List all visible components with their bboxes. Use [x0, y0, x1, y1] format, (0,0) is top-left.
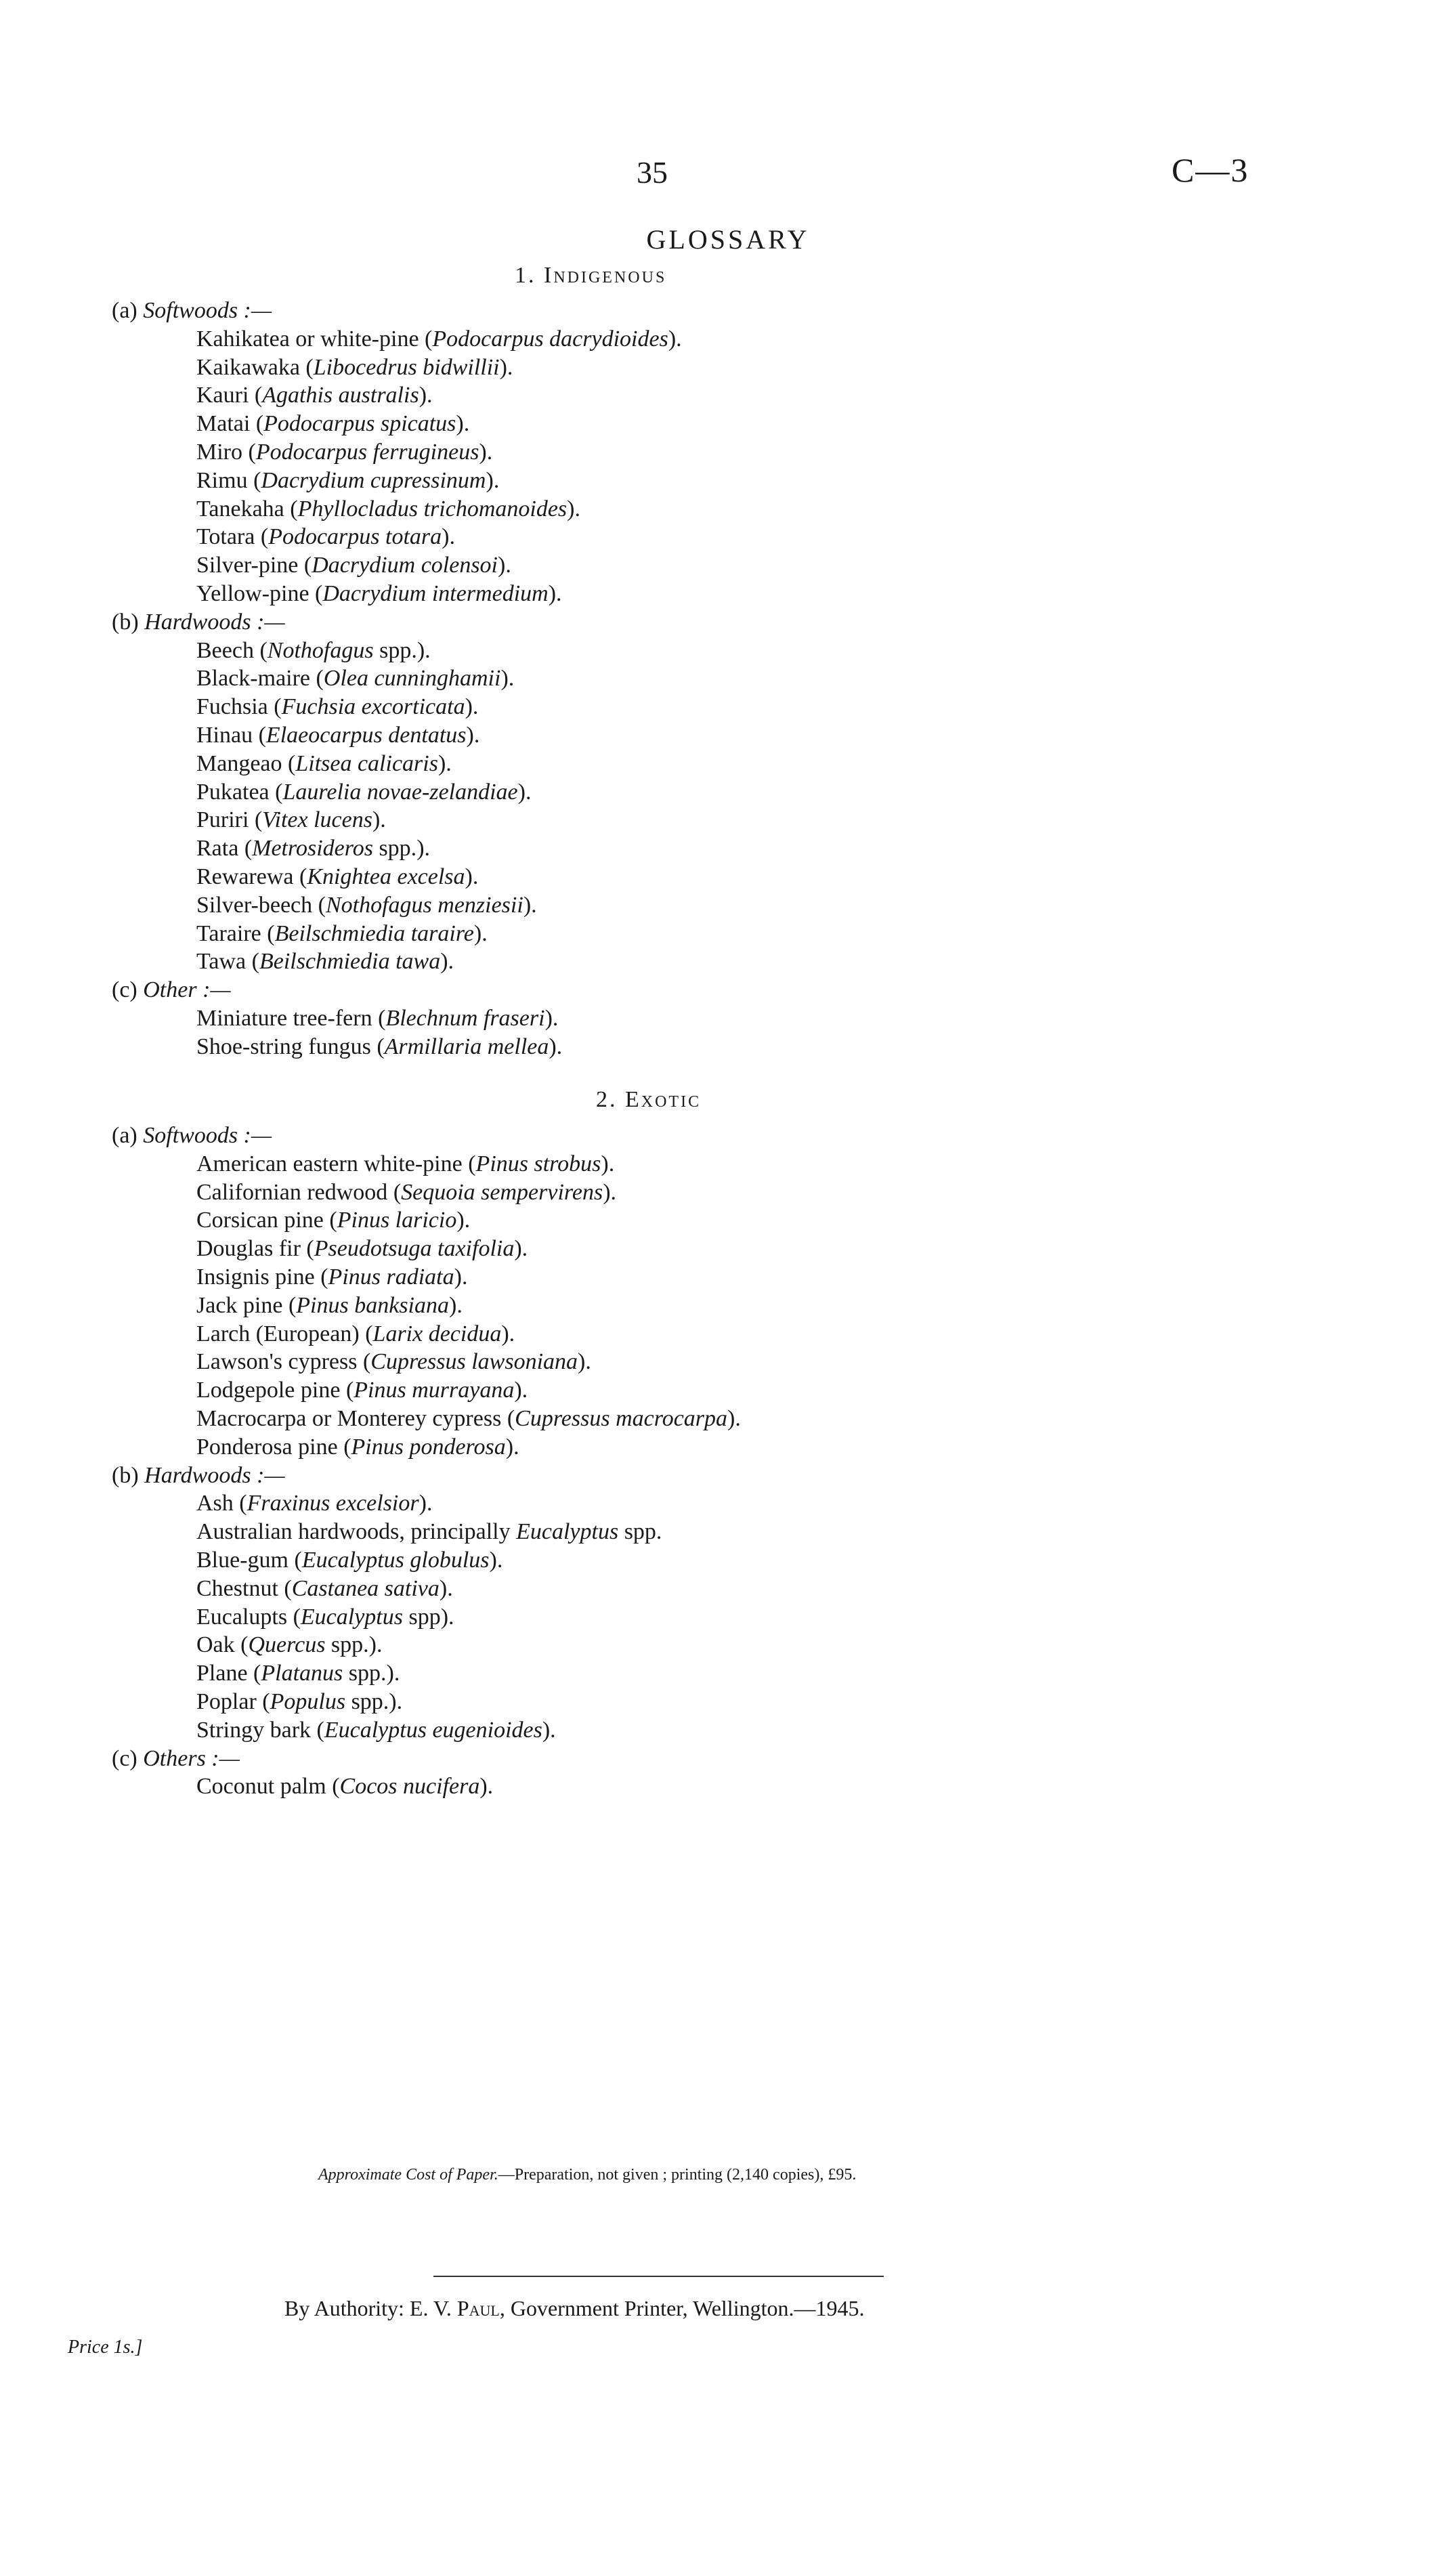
scientific-name: Podocarpus spicatus [263, 411, 456, 437]
glossary-entry: Tawa (Beilschmiedia tawa). [196, 949, 454, 975]
glossary-entry: Blue-gum (Eucalyptus globulus). [196, 1548, 503, 1573]
category-label: (b) [112, 1462, 145, 1488]
species-suffix: spp [402, 1604, 441, 1630]
glossary-entry: Fuchsia (Fuchsia excorticata). [196, 694, 479, 720]
glossary-entry: Miro (Podocarpus ferrugineus). [196, 440, 493, 465]
common-name: Kauri [196, 383, 249, 408]
common-name: Pukatea [196, 779, 270, 805]
category-heading [112, 298, 272, 324]
scientific-name: Pinus banksiana [296, 1292, 449, 1318]
species-suffix: spp. [345, 1689, 389, 1714]
common-name: Miro [196, 440, 242, 465]
common-name: American eastern white-pine [196, 1151, 463, 1176]
common-name: Matai [196, 411, 251, 437]
common-name: Larch (European) [196, 1321, 360, 1346]
glossary-entry: Puriri (Vitex lucens). [196, 807, 386, 833]
common-name: Totara [196, 524, 255, 550]
scientific-name: Castanea sativa [291, 1575, 440, 1601]
scientific-name: Pinus murrayana [354, 1378, 515, 1403]
glossary-entry: Eucalupts (Eucalyptus spp). [196, 1604, 454, 1630]
glossary-entry: Ash (Fraxinus excelsior). [196, 1491, 433, 1516]
common-name: Tawa [196, 949, 247, 975]
glossary-entry: Hinau (Elaeocarpus dentatus). [196, 723, 480, 748]
scientific-name: Podocarpus ferrugineus [255, 440, 479, 465]
glossary-entry: Larch (European) (Larix decidua). [196, 1321, 515, 1346]
species-suffix: spp. [618, 1519, 662, 1545]
authority-suffix: , Government Printer, Wellington.—1945. [499, 2296, 865, 2320]
common-name: Plane [196, 1661, 248, 1686]
glossary-entry: Kauri (Agathis australis). [196, 383, 433, 408]
category-label: (a) [112, 1123, 144, 1148]
common-name: Miniature tree-fern [196, 1006, 372, 1031]
scientific-name: Libocedrus bidwillii [313, 354, 500, 380]
category-label: (c) [112, 1745, 144, 1771]
scientific-name: Fuchsia excorticata [281, 694, 465, 720]
glossary-entry: Kahikatea or white-pine (Podocarpus dacrydioides). [196, 326, 682, 352]
glossary-entry: Shoe-string fungus (Armillaria mellea). [196, 1034, 563, 1059]
common-name: Corsican pine [196, 1208, 324, 1233]
category-heading [112, 1746, 240, 1772]
category-name: Others :— [143, 1745, 240, 1771]
price: Price 1s.] [68, 2337, 143, 2358]
common-name: Kahikatea or white-pine [196, 326, 419, 352]
common-name: Douglas fir [196, 1236, 301, 1262]
common-name: Kaikawaka [196, 354, 300, 380]
scientific-name: Armillaria mellea [384, 1034, 549, 1059]
scientific-name: Nothofagus [267, 637, 374, 663]
scientific-name: Cocos nucifera [339, 1774, 480, 1800]
category-heading [112, 977, 231, 1003]
glossary-entry: Taraire (Beilschmiedia taraire). [196, 920, 488, 946]
glossary-entry: Stringy bark (Eucalyptus eugenioides). [196, 1717, 556, 1743]
scientific-name: Elaeocarpus dentatus [265, 723, 467, 748]
common-name: Ash [196, 1491, 234, 1516]
glossary-entry: Rimu (Dacrydium cupressinum). [196, 467, 500, 493]
scientific-name: Eucalyptus [300, 1604, 403, 1630]
category-name: Softwoods :— [143, 1123, 272, 1148]
common-name: Hinau [196, 723, 253, 748]
common-name: Jack pine [196, 1292, 283, 1318]
scientific-name: Laurelia novae-zelandiae [282, 779, 518, 805]
glossary-entry: Ponderosa pine (Pinus ponderosa). [196, 1434, 519, 1460]
scientific-name: Larix decidua [372, 1321, 502, 1346]
common-name: Black-maire [196, 666, 311, 692]
common-name: Poplar [196, 1689, 257, 1714]
scientific-name: Podocarpus dacrydioides [432, 326, 668, 352]
common-name: Mangeao [196, 750, 282, 776]
scientific-name: Pinus laricio [337, 1208, 457, 1233]
common-name: Lodgepole pine [196, 1378, 341, 1403]
glossary-entry: Corsican pine (Pinus laricio). [196, 1208, 471, 1233]
glossary-entry: Miniature tree-fern (Blechnum fraseri). [196, 1006, 559, 1031]
species-suffix: spp. [325, 1632, 369, 1658]
common-name: Coconut palm [196, 1774, 326, 1800]
glossary-entry: Lodgepole pine (Pinus murrayana). [196, 1378, 528, 1403]
common-name: Fuchsia [196, 694, 268, 720]
category-name: Softwoods :— [143, 298, 272, 323]
scientific-name: Cupressus macrocarpa [515, 1406, 728, 1431]
category-name: Other :— [143, 977, 231, 1003]
footer-rule [433, 2276, 884, 2277]
glossary-entry: Silver-beech (Nothofagus menziesii). [196, 892, 537, 918]
scientific-name: Platanus [261, 1661, 343, 1686]
species-suffix: spp. [372, 836, 417, 862]
scientific-name: Eucalyptus eugenioides [324, 1717, 542, 1743]
glossary-entry: Rewarewa (Knightea excelsa). [196, 864, 479, 889]
scientific-name: Metrosideros [252, 836, 373, 862]
glossary-entry: Lawson's cypress (Cupressus lawsoniana). [196, 1349, 591, 1375]
species-suffix: spp. [343, 1661, 387, 1686]
common-name: Rimu [196, 467, 248, 493]
scientific-name: Knightea excelsa [307, 864, 465, 889]
common-name: Chestnut [196, 1575, 278, 1601]
section-heading-indigenous: 1. Indigenous [515, 263, 667, 288]
scientific-name: Eucalyptus globulus [301, 1548, 490, 1573]
scientific-name: Pinus ponderosa [351, 1434, 506, 1460]
scientific-name: Nothofagus menziesii [325, 892, 523, 918]
scientific-name: Populus [270, 1689, 346, 1714]
glossary-entry: Jack pine (Pinus banksiana). [196, 1292, 463, 1318]
scientific-name: Sequoia sempervirens [401, 1179, 603, 1205]
glossary-entry: Plane (Platanus spp.). [196, 1661, 400, 1686]
species-suffix: spp. [373, 637, 417, 663]
common-name: Shoe-string fungus [196, 1034, 371, 1059]
category-name: Hardwoods :— [144, 1462, 285, 1488]
glossary-entry: Poplar (Populus spp.). [196, 1689, 403, 1714]
glossary-entry: Coconut palm (Cocos nucifera). [196, 1774, 494, 1800]
glossary-entry: Tanekaha (Phyllocladus trichomanoides). [196, 496, 580, 522]
document-code: C—3 [1172, 151, 1249, 189]
glossary-entry: Black-maire (Olea cunninghamii). [196, 666, 515, 692]
glossary-entry: Douglas fir (Pseudotsuga taxifolia). [196, 1236, 528, 1262]
authority-imprint [284, 2296, 864, 2321]
glossary-entry: Beech (Nothofagus spp.). [196, 637, 431, 663]
common-name: Rata [196, 836, 239, 862]
glossary-entry: Macrocarpa or Monterey cypress (Cupressus macrocarpa). [196, 1406, 741, 1431]
common-name: Tanekaha [196, 496, 284, 522]
scientific-name: Beilschmiedia taraire [274, 920, 474, 946]
common-name: Insignis pine [196, 1264, 315, 1290]
scientific-name: Eucalyptus [516, 1519, 619, 1545]
common-name: Silver-beech [196, 892, 313, 918]
glossary-entry: Pukatea (Laurelia novae-zelandiae). [196, 779, 532, 805]
category-label: (b) [112, 609, 145, 635]
common-name: Yellow-pine [196, 581, 309, 606]
glossary-entry: Insignis pine (Pinus radiata). [196, 1264, 468, 1290]
category-heading [112, 1463, 285, 1489]
glossary-entry: Totara (Podocarpus totara). [196, 524, 455, 550]
scientific-name: Dacrydium intermedium [322, 581, 549, 606]
scientific-name: Pseudotsuga taxifolia [314, 1236, 515, 1262]
scientific-name: Pinus strobus [475, 1151, 601, 1176]
common-name: Lawson's cypress [196, 1349, 358, 1375]
scientific-name: Pinus radiata [328, 1264, 454, 1290]
authority-prefix: By Authority: E. V. [284, 2296, 457, 2320]
scientific-name: Olea cunninghamii [323, 666, 501, 692]
common-name: Macrocarpa or Monterey cypress [196, 1406, 502, 1431]
common-name: Rewarewa [196, 864, 294, 889]
glossary-entry: Yellow-pine (Dacrydium intermedium). [196, 581, 562, 606]
scientific-name: Phyllocladus trichomanoides [297, 496, 568, 522]
glossary-entry: Silver-pine (Dacrydium colensoi). [196, 553, 511, 578]
common-name: Ponderosa pine [196, 1434, 338, 1460]
scientific-name: Fraxinus excelsior [247, 1491, 419, 1516]
category-label: (a) [112, 298, 144, 323]
scientific-name: Dacrydium cupressinum [261, 467, 486, 493]
category-heading [112, 610, 285, 635]
scientific-name: Agathis australis [262, 383, 419, 408]
glossary-entry: Kaikawaka (Libocedrus bidwillii). [196, 354, 513, 380]
printer-name: Paul [456, 2296, 500, 2320]
common-name: Taraire [196, 920, 261, 946]
category-label: (c) [112, 977, 144, 1003]
common-name: Oak [196, 1632, 235, 1658]
common-name: Eucalupts [196, 1604, 288, 1630]
scientific-name: Vitex lucens [262, 807, 372, 833]
category-name: Hardwoods :— [144, 609, 285, 635]
category-heading [112, 1123, 272, 1149]
scientific-name: Quercus [248, 1632, 326, 1658]
scientific-name: Beilschmiedia tawa [259, 949, 441, 975]
common-name: Blue-gum [196, 1548, 288, 1573]
common-name: Silver-pine [196, 553, 299, 578]
glossary-entry [196, 1519, 662, 1545]
cost-note-label: Approximate Cost of Paper. [318, 2166, 498, 2184]
glossary-title: GLOSSARY [646, 224, 810, 255]
glossary-entry: Mangeao (Litsea calicaris). [196, 750, 452, 776]
glossary-entry: American eastern white-pine (Pinus strobus). [196, 1151, 615, 1176]
scientific-name: Dacrydium colensoi [312, 553, 498, 578]
scientific-name: Podocarpus totara [268, 524, 442, 550]
common-name: Australian hardwoods, principally [196, 1519, 511, 1545]
page-number: 35 [637, 155, 668, 190]
scientific-name: Litsea calicaris [295, 750, 438, 776]
glossary-entry: Californian redwood (Sequoia sempervirens). [196, 1179, 617, 1205]
glossary-entry: Rata (Metrosideros spp.). [196, 836, 431, 862]
glossary-entry: Matai (Podocarpus spicatus). [196, 411, 470, 437]
cost-note-text: —Preparation, not given ; printing (2,140 copies), £95. [498, 2166, 857, 2184]
section-heading-exotic: 2. Exotic [596, 1087, 702, 1112]
common-name: Stringy bark [196, 1717, 312, 1743]
cost-note [318, 2166, 856, 2184]
glossary-entry: Chestnut (Castanea sativa). [196, 1575, 453, 1601]
scientific-name: Cupressus lawsoniana [370, 1349, 578, 1375]
glossary-entry: Oak (Quercus spp.). [196, 1632, 383, 1658]
common-name: Puriri [196, 807, 249, 833]
common-name: Californian redwood [196, 1179, 388, 1205]
scientific-name: Blechnum fraseri [385, 1006, 545, 1031]
common-name: Beech [196, 637, 254, 663]
